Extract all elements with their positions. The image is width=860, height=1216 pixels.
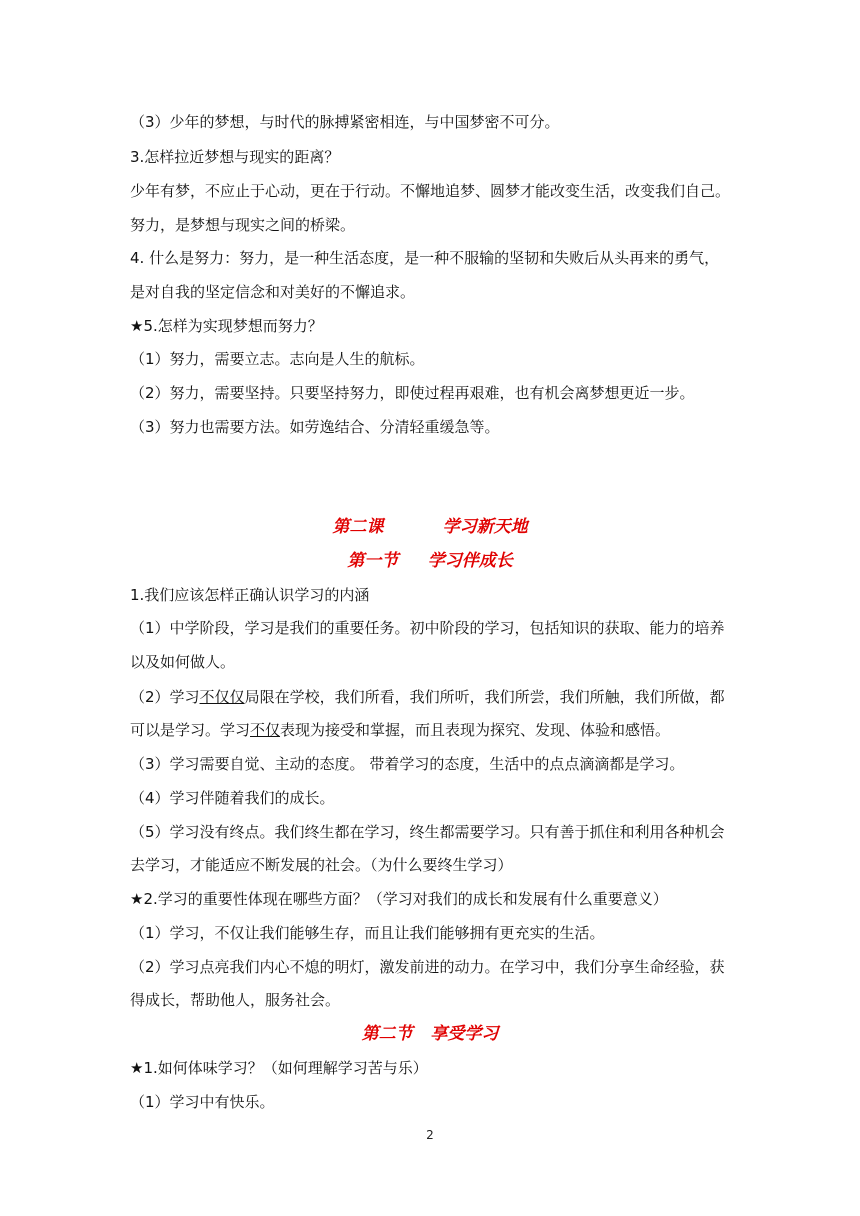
text-line: 努力，是梦想与现实之间的桥梁。 bbox=[130, 216, 356, 234]
text-line: 1.我们应该怎样正确认识学习的内涵 bbox=[130, 586, 370, 604]
text-line: 是对自我的坚定信念和对美好的不懈追求。 bbox=[130, 283, 416, 301]
text-segment: （2）学习 bbox=[130, 688, 200, 706]
text-line: 以及如何做人。 bbox=[130, 653, 236, 671]
section-title: 第二节 享受学习 bbox=[361, 1024, 499, 1044]
text-line: ★1.如何体味学习？（如何理解学习苦与乐） bbox=[130, 1059, 428, 1077]
text-line: （3）努力也需要方法。如劳逸结合、分清轻重缓急等。 bbox=[130, 418, 500, 436]
text-line: （2）努力，需要坚持。只要坚持努力，即使过程再艰难，也有机会离梦想更近一步。 bbox=[130, 384, 695, 402]
text-line: （5）学习没有终点。我们终生都在学习，终生都需要学习。只有善于抓住和利用各种机会 bbox=[130, 823, 725, 841]
text-line: （3）学习需要自觉、主动的态度。 带着学习的态度，生活中的点点滴滴都是学习。 bbox=[130, 755, 685, 773]
text-line bbox=[130, 720, 670, 740]
text-line: 4. 什么是努力：努力，是一种生活态度，是一种不服输的坚韧和失败后从头再来的勇气， bbox=[130, 249, 720, 267]
page-number: 2 bbox=[426, 1128, 434, 1142]
text-line: （4）学习伴随着我们的成长。 bbox=[130, 789, 335, 807]
lesson-title: 第二课 学习新天地 bbox=[332, 517, 528, 537]
text-line: （1）努力，需要立志。志向是人生的航标。 bbox=[130, 350, 425, 368]
section-title: 第一节 学习伴成长 bbox=[347, 551, 513, 571]
text-segment: 表现为接受和掌握，而且表现为探究、发现、体验和感悟。 bbox=[280, 721, 671, 739]
text-segment: 可以是学习。学习 bbox=[130, 721, 251, 739]
text-line: 去学习，才能适应不断发展的社会。（为什么要终生学习） bbox=[130, 856, 513, 874]
text-line: 3.怎样拉近梦想与现实的距离？ bbox=[130, 148, 340, 166]
text-line bbox=[130, 687, 725, 707]
text-line: （1）中学阶段，学习是我们的重要任务。初中阶段的学习，包括知识的获取、能力的培养 bbox=[130, 619, 725, 637]
text-line: ★5.怎样为实现梦想而努力？ bbox=[130, 317, 323, 335]
underlined-text: 不仅 bbox=[250, 721, 281, 739]
text-line: （3）少年的梦想，与时代的脉搏紧密相连，与中国梦密不可分。 bbox=[130, 113, 560, 131]
text-line: 少年有梦，不应止于心动，更在于行动。不懈地追梦、圆梦才能改变生活，改变我们自己。 bbox=[130, 182, 731, 200]
text-segment: 局限在学校，我们所看，我们所听，我们所尝，我们所触，我们所做，都 bbox=[244, 688, 725, 706]
underlined-text: 不仅仅 bbox=[199, 688, 245, 706]
text-line: ★2.学习的重要性体现在哪些方面？（学习对我们的成长和发展有什么重要意义） bbox=[130, 890, 668, 908]
text-line: （2）学习点亮我们内心不熄的明灯，激发前进的动力。在学习中，我们分享生命经验，获 bbox=[130, 958, 725, 976]
text-line: 得成长，帮助他人，服务社会。 bbox=[130, 991, 341, 1009]
text-line: （1）学习，不仅让我们能够生存，而且让我们能够拥有更充实的生活。 bbox=[130, 924, 605, 942]
text-line: （1）学习中有快乐。 bbox=[130, 1093, 275, 1111]
